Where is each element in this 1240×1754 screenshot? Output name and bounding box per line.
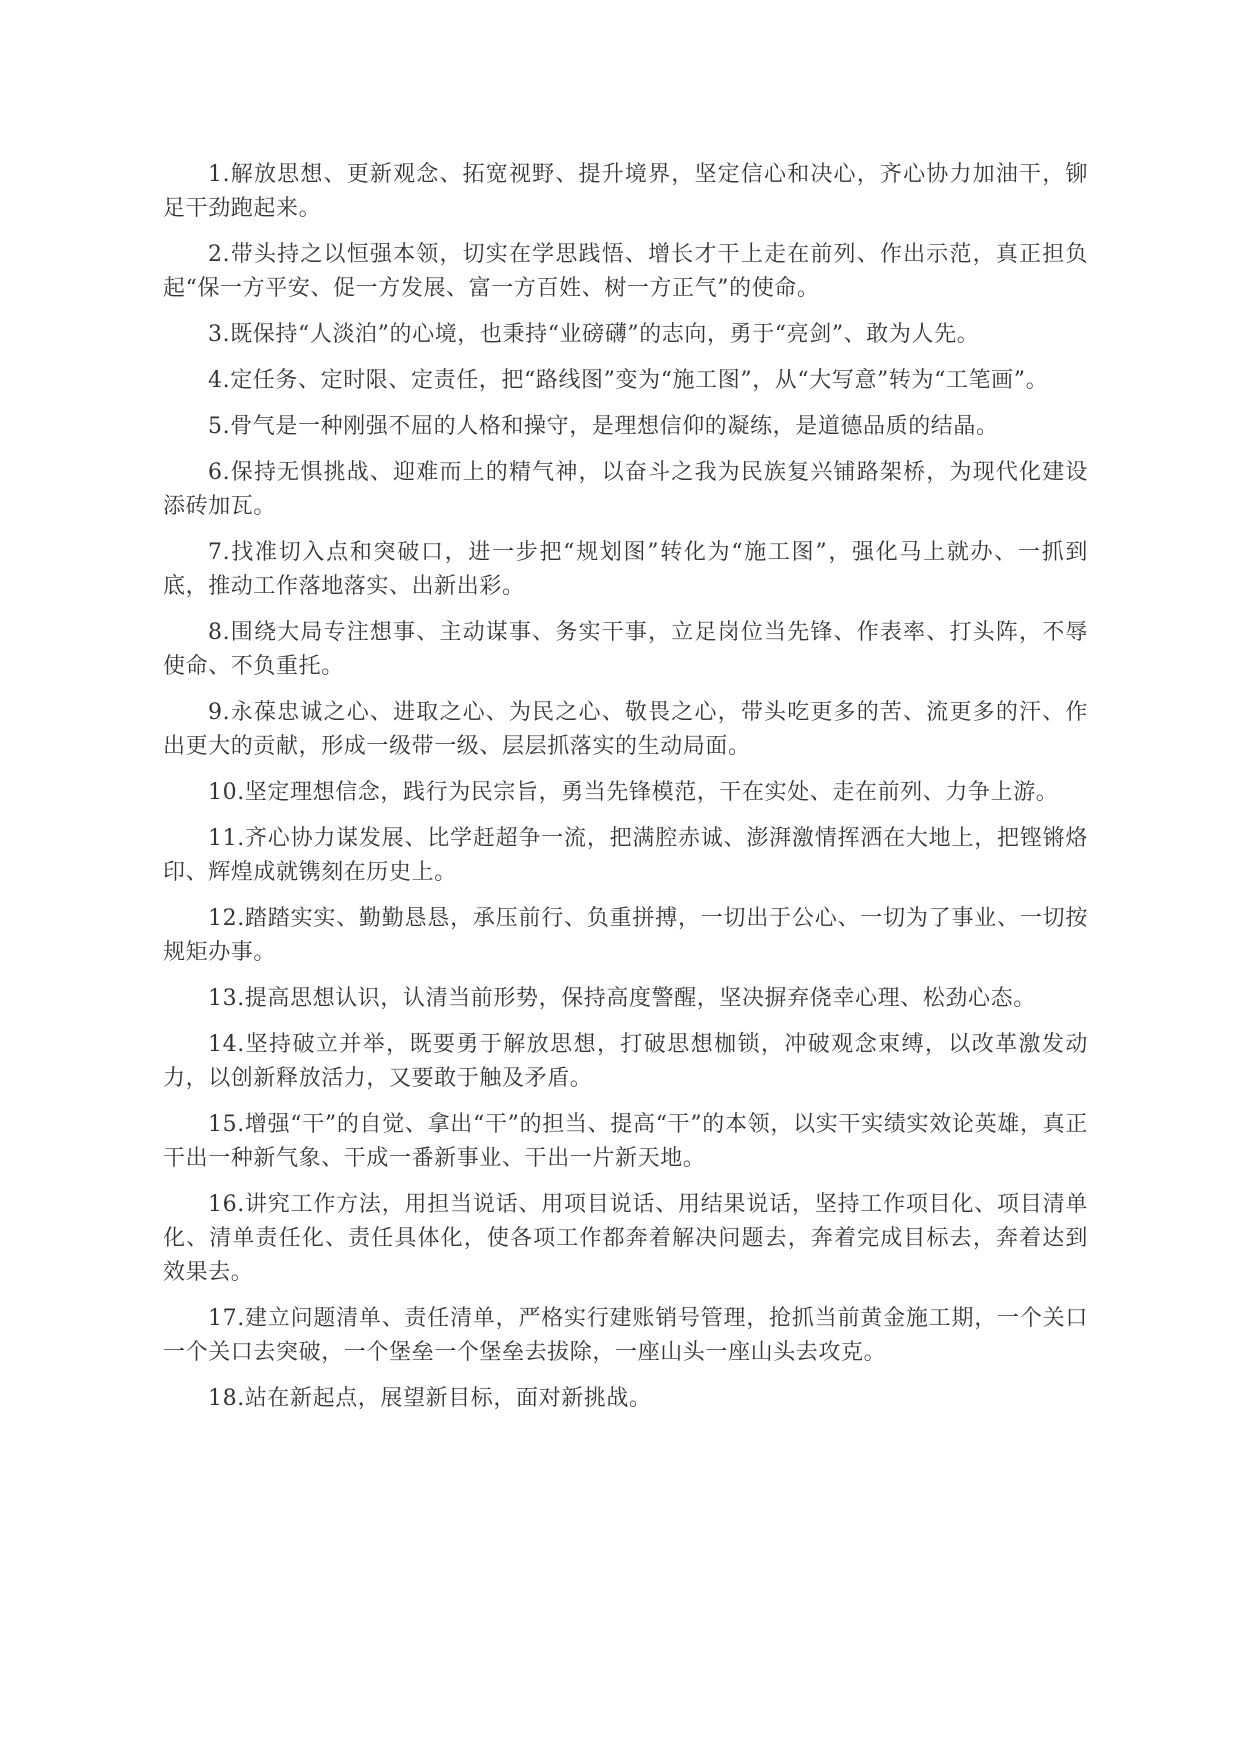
item-text: 围绕大局专注想事、主动谋事、务实干事，立足岗位当先锋、作表率、打头阵，不辱使命、不负重托。	[163, 620, 1088, 679]
item-number: 9.	[208, 700, 231, 725]
item-text: 永葆忠诚之心、进取之心、为民之心、敬畏之心，带头吃更多的苦、流更多的汗、作出更大的贡献，形成一级带一级、层层抓落实的生动局面。	[163, 700, 1088, 759]
item-number: 17.	[208, 1306, 245, 1331]
item-number: 3.	[208, 322, 231, 347]
item-number: 5.	[208, 414, 231, 439]
item-number: 11.	[208, 826, 245, 851]
list-item	[163, 1188, 1088, 1290]
item-text: 讲究工作方法，用担当说话、用项目说话、用结果说话，坚持工作项目化、项目清单化、清单责任化、责任具体化，使各项工作都奔着解决问题去，奔着完成目标去，奔着达到效果去。	[163, 1192, 1088, 1285]
list-item	[163, 616, 1088, 684]
list-item	[163, 456, 1088, 524]
item-text: 站在新起点，展望新目标，面对新挑战。	[244, 1386, 652, 1411]
item-number: 12.	[208, 906, 245, 931]
item-text: 坚持破立并举，既要勇于解放思想，打破思想枷锁，冲破观念束缚，以改革激发动力，以创新释放活力，又要敢于触及矛盾。	[163, 1032, 1088, 1091]
item-number: 1.	[208, 162, 231, 187]
item-number: 4.	[208, 368, 231, 393]
list-item	[163, 982, 1088, 1016]
item-text: 增强“干”的自觉、拿出“干”的担当、提高“干”的本领，以实干实绩实效论英雄，真正干出一种新气象、干成一番新事业、干出一片新天地。	[163, 1112, 1088, 1171]
list-item	[163, 410, 1088, 444]
item-number: 6.	[208, 460, 231, 485]
list-item	[163, 364, 1088, 398]
list-item	[163, 1108, 1088, 1176]
list-item	[163, 318, 1088, 352]
item-text: 建立问题清单、责任清单，严格实行建账销号管理，抢抓当前黄金施工期，一个关口一个关口去突破，一个堡垒一个堡垒去拔除，一座山头一座山头去攻克。	[163, 1306, 1088, 1365]
item-text: 提高思想认识，认清当前形势，保持高度警醒，坚决摒弃侥幸心理、松劲心态。	[244, 986, 1036, 1011]
list-item	[163, 1382, 1088, 1416]
item-text: 解放思想、更新观念、拓宽视野、提升境界，坚定信心和决心，齐心协力加油干，铆足干劲跑起来。	[163, 162, 1088, 221]
list-item	[163, 822, 1088, 890]
item-text: 骨气是一种刚强不屈的人格和操守，是理想信仰的凝练，是道德品质的结晶。	[230, 414, 999, 439]
list-item	[163, 776, 1088, 810]
document-page	[163, 158, 1088, 1428]
list-item	[163, 1302, 1088, 1370]
list-item	[163, 158, 1088, 226]
list-item	[163, 238, 1088, 306]
list-item	[163, 696, 1088, 764]
list-item	[163, 902, 1088, 970]
item-number: 14.	[208, 1032, 245, 1057]
item-text: 找准切入点和突破口，进一步把“规划图”转化为“施工图”，强化马上就办、一抓到底，推动工作落地落实、出新出彩。	[163, 540, 1088, 599]
list-item	[163, 1028, 1088, 1096]
item-text: 齐心协力谋发展、比学赶超争一流，把满腔赤诚、澎湃激情挥洒在大地上，把铿锵烙印、辉煌成就镌刻在历史上。	[163, 826, 1088, 885]
item-text: 踏踏实实、勤勤恳恳，承压前行、负重拼搏，一切出于公心、一切为了事业、一切按规矩办事。	[163, 906, 1088, 965]
item-text: 带头持之以恒强本领，切实在学思践悟、增长才干上走在前列、作出示范，真正担负起“保一方平安、促一方发展、富一方百姓、树一方正气”的使命。	[163, 242, 1088, 301]
item-number: 18.	[208, 1386, 245, 1411]
item-number: 7.	[208, 540, 231, 565]
item-number: 13.	[208, 986, 245, 1011]
item-text: 定任务、定时限、定责任，把“路线图”变为“施工图”，从“大写意”转为“工笔画”。	[230, 368, 1049, 393]
item-number: 16.	[208, 1192, 245, 1217]
item-text: 既保持“人淡泊”的心境，也秉持“业磅礴”的志向，勇于“亮剑”、敢为人先。	[230, 322, 980, 347]
item-text: 坚定理想信念，践行为民宗旨，勇当先锋模范，干在实处、走在前列、力争上游。	[244, 780, 1059, 805]
item-number: 15.	[208, 1112, 245, 1137]
item-number: 8.	[208, 620, 231, 645]
item-number: 2.	[208, 242, 231, 267]
item-text: 保持无惧挑战、迎难而上的精气神，以奋斗之我为民族复兴铺路架桥，为现代化建设添砖加瓦。	[163, 460, 1088, 519]
item-number: 10.	[208, 780, 245, 805]
list-item	[163, 536, 1088, 604]
